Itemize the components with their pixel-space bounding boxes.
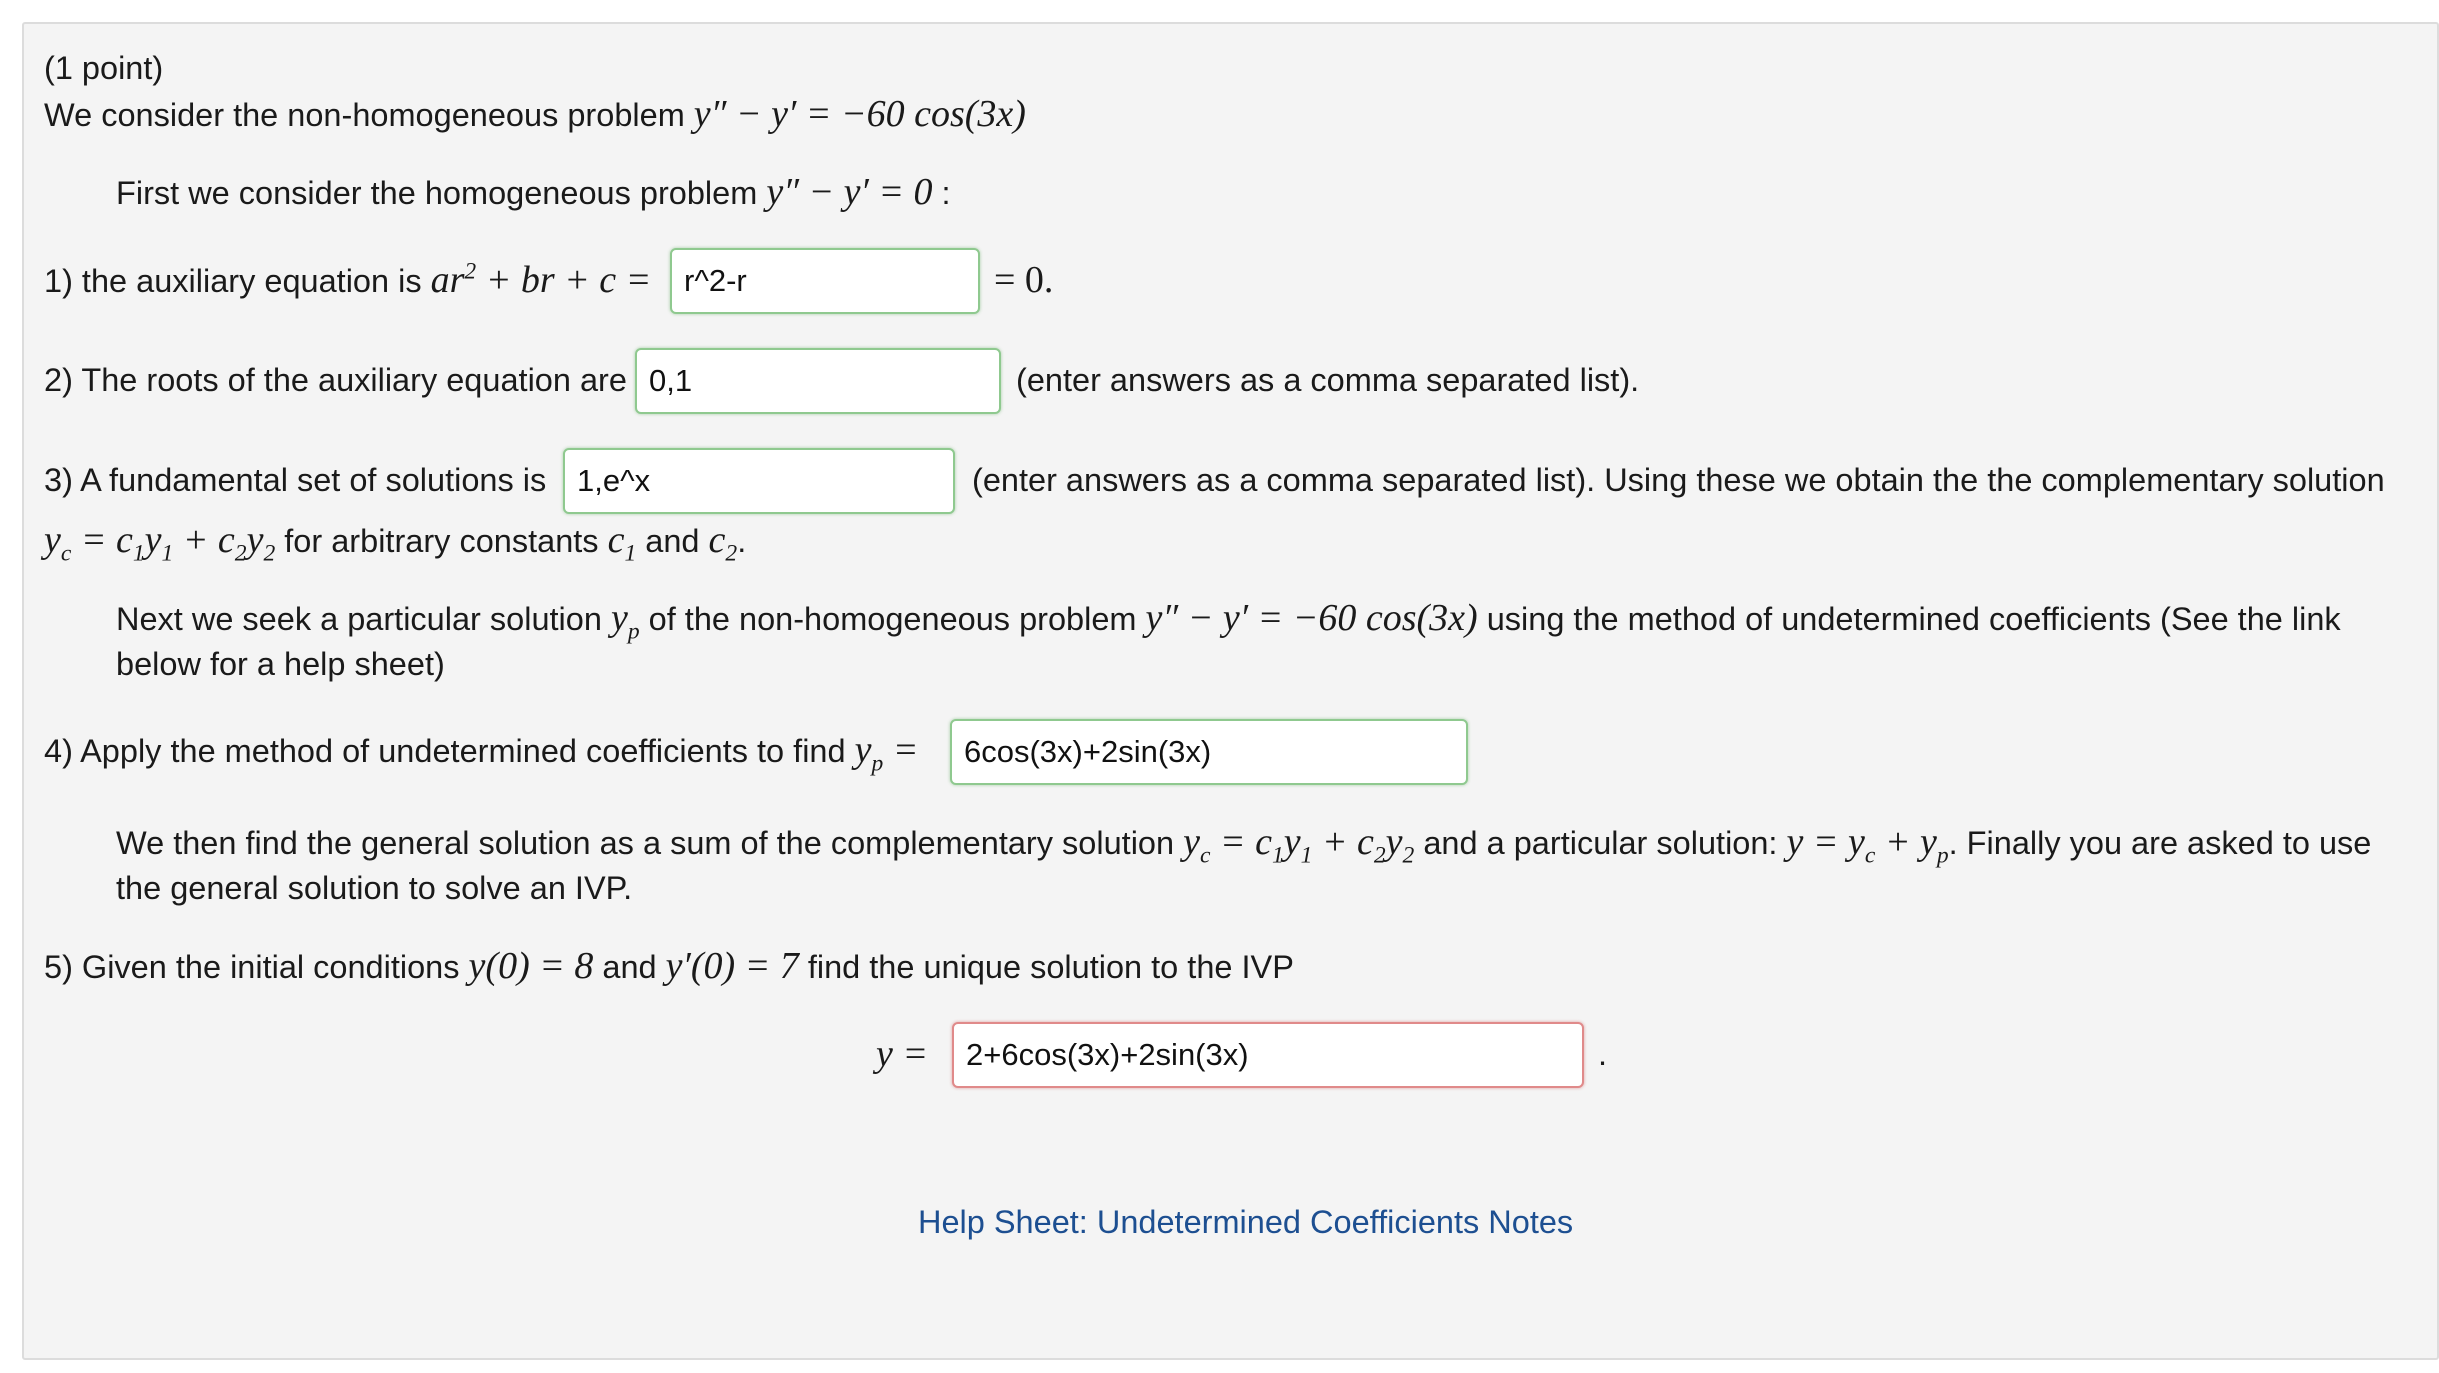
particular-line2: below for a help sheet): [116, 646, 445, 682]
problem-panel: [22, 22, 2439, 1360]
intro-equation: y″ − y′ = −60 cos(3x): [693, 93, 1026, 135]
roots-input[interactable]: [635, 348, 1001, 414]
particular-solution-input[interactable]: [950, 719, 1468, 785]
q2-after: (enter answers as a comma separated list).: [1016, 362, 1640, 398]
homogeneous-equation: y″ − y′ = 0: [766, 171, 933, 213]
q1-after: = 0.: [994, 259, 1054, 301]
fundamental-set-input[interactable]: [563, 448, 955, 514]
points-label: (1 point): [44, 50, 164, 86]
q3-line2: $y_c = c_1y_1 + c_2y_2$ for arbitrary constants $c_1$ and $c_2$.: [44, 519, 747, 567]
q1-label: 1) the auxiliary equation is $ar^2$ + br + c =: [44, 258, 652, 301]
q3-after: (enter answers as a comma separated list). Using these we obtain the the complementary solution: [972, 462, 2385, 498]
ivp-solution-input[interactable]: [952, 1022, 1584, 1088]
particular-line1: Next we seek a particular solution $y_p$ of the non-homogeneous problem y″ − y′ = −60 cos(3x) using the method of undetermined coefficients (See the link: [116, 597, 2341, 645]
q5-label: 5) Given the initial conditions y(0) = 8 and y′(0) = 7 find the unique solution to the IVP: [44, 945, 1294, 987]
q4-label: 4) Apply the method of undetermined coefficients to find $y_p$ =: [44, 729, 919, 777]
intro-line: We consider the non-homogeneous problem y″ − y′ = −60 cos(3x): [44, 93, 1026, 135]
q2-label: 2) The roots of the auxiliary equation are: [44, 362, 627, 398]
homogeneous-line: First we consider the homogeneous problem y″ − y′ = 0 :: [116, 171, 951, 213]
auxiliary-equation-input[interactable]: [670, 248, 980, 314]
q3-label: 3) A fundamental set of solutions is: [44, 462, 547, 498]
help-sheet-link[interactable]: Help Sheet: Undetermined Coefficients Notes: [918, 1204, 1574, 1240]
general-line2: the general solution to solve an IVP.: [116, 870, 633, 906]
ivp-y-label: y =: [876, 1033, 929, 1075]
ivp-period: .: [1598, 1036, 1608, 1072]
general-line1: We then find the general solution as a sum of the complementary solution $y_c = c_1y_1 + c_2y_2$ and a particular solution: $y = y_c + y_p$. Finally you are asked to use: [116, 821, 2372, 869]
